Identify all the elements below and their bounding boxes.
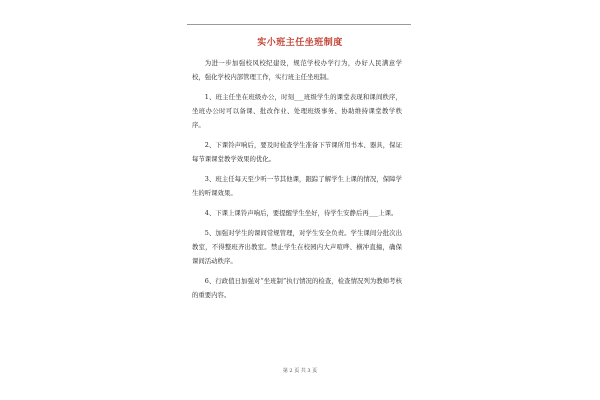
document-body (192, 56, 402, 308)
document-title: 实小班主任坐班制度 (257, 38, 343, 48)
paragraph-intro: 为进一步加强校风校纪建设，规范学校办学行为，办好人民满意学校，强化学校内部管理工作，实行班主任坐班制。 (192, 59, 402, 81)
paragraph-5: 5、加强对学生的课间常规管理，对学生安全负责。学生课间分批次出教室，不得整班齐出教室。禁止学生在校园内大声喧哗、横冲直撞，确保课间活动秩序。 (192, 229, 402, 265)
header-rule (187, 24, 411, 25)
paragraph-3: 3、班主任每天至少听一节其他课，跟踪了解学生上课的情况，保障学生的听课效果。 (192, 175, 402, 197)
paragraph-1: 1、班主任坐在班级办公，时刻___班级学生的课堂表现和课间秩序，坐班办公时可以备课、批改作业、处理班级事务、协助维持课堂教学秩序。 (192, 93, 402, 129)
paragraph-4: 4、下课上课铃声响后，要提醒学生坐好，待学生安静后再___上课。 (204, 209, 398, 217)
paragraph-2: 2、下课铃声响后，要及时检查学生准备下节课所用书本、器具，保证每节课课堂教学效果的优化。 (192, 141, 402, 163)
page-number-footer: 第 2 页 共 3 页 (282, 368, 318, 374)
paragraph-6: 6、行政值日加强对“坐班制”执行情况的检查，检查情况列为教师考核的重要内容。 (192, 277, 402, 299)
